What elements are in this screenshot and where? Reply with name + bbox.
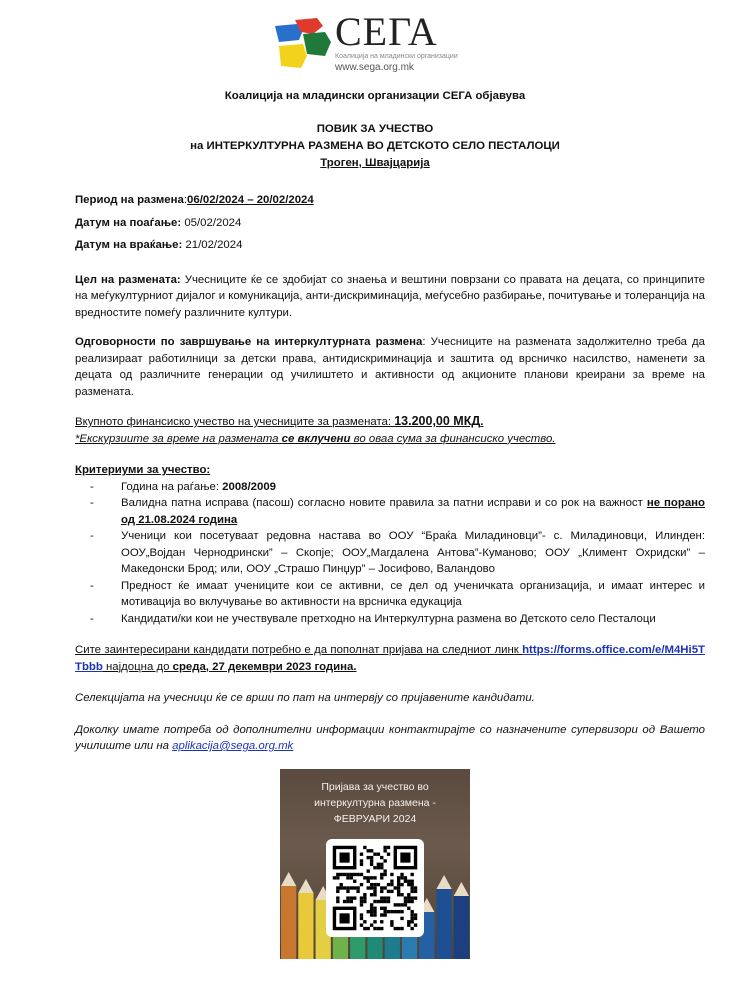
qr-module bbox=[400, 876, 403, 879]
qr-module bbox=[383, 886, 386, 889]
goal-label: Цел на размената: bbox=[75, 273, 181, 286]
location-line bbox=[0, 155, 750, 172]
pencil-body bbox=[436, 889, 451, 959]
qr-module bbox=[387, 909, 390, 912]
qr-module bbox=[407, 882, 410, 885]
qr-module bbox=[336, 896, 339, 899]
qr-module bbox=[350, 876, 353, 879]
pencil-body bbox=[298, 893, 313, 959]
qr-module bbox=[390, 909, 393, 912]
contact-paragraph bbox=[75, 722, 705, 755]
qr-module bbox=[367, 879, 370, 882]
finance-note-pre: *Екскурзиите за време на размената bbox=[75, 432, 282, 445]
qr-module bbox=[333, 876, 336, 879]
apply-deadline-pre: најдоцна до bbox=[102, 660, 173, 673]
qr-module bbox=[407, 920, 410, 923]
qr-module bbox=[397, 879, 400, 882]
qr-module bbox=[370, 903, 373, 906]
qr-module bbox=[380, 906, 383, 909]
qr-module bbox=[340, 882, 343, 885]
qr-module bbox=[380, 855, 383, 858]
qr-module bbox=[370, 876, 373, 879]
qr-module bbox=[360, 923, 363, 926]
qr-module bbox=[383, 869, 386, 872]
qr-module bbox=[380, 866, 383, 869]
qr-module bbox=[353, 879, 356, 882]
qr-module bbox=[370, 913, 373, 916]
departure-value: 05/02/2024 bbox=[184, 216, 242, 229]
card-line-3: ФЕВРУАРИ 2024 bbox=[333, 812, 417, 825]
announcer: Коалиција на младински организации СЕГА објавува bbox=[224, 90, 526, 102]
qr-module bbox=[380, 920, 383, 923]
qr-module bbox=[404, 896, 407, 899]
passport-validity: не порано од 21.08.2024 година bbox=[121, 497, 705, 526]
qr-module bbox=[397, 882, 400, 885]
period-label: Период на размена bbox=[75, 194, 184, 206]
qr-module bbox=[360, 896, 363, 899]
card-line-2: интеркултурна размена - bbox=[314, 796, 436, 809]
qr-module bbox=[363, 893, 366, 896]
qr-module bbox=[383, 872, 386, 875]
qr-module bbox=[350, 899, 353, 902]
qr-module bbox=[377, 899, 380, 902]
qr-module bbox=[380, 899, 383, 902]
bullet-dash: - bbox=[90, 497, 94, 509]
criteria-list bbox=[90, 479, 705, 628]
logo-brand: СЕГА bbox=[335, 9, 438, 54]
qr-module bbox=[387, 899, 390, 902]
qr-module bbox=[360, 872, 363, 875]
bullet-dash: - bbox=[90, 480, 94, 493]
qr-module bbox=[363, 896, 366, 899]
qr-module bbox=[400, 916, 403, 919]
criteria-item-schools bbox=[90, 528, 705, 578]
qr-module bbox=[340, 872, 343, 875]
qr-module bbox=[387, 845, 390, 848]
qr-module bbox=[390, 923, 393, 926]
qr-module bbox=[360, 852, 363, 855]
qr-module bbox=[407, 899, 410, 902]
qr-module bbox=[383, 896, 386, 899]
qr-module bbox=[363, 899, 366, 902]
departure-row bbox=[75, 215, 705, 232]
goal-text: Учесниците ќе се здобијат со знаења и вештини поврзани со правата на децата, со принципите на меѓукултурниот дијалог и комуникација, анти-дискриминација, меѓусебно разбирање, почитување и толеранција на вредностите помеѓу различните култури. bbox=[75, 273, 705, 319]
qr-module bbox=[336, 872, 339, 875]
qr-module bbox=[353, 896, 356, 899]
qr-module bbox=[414, 886, 417, 889]
qr-module bbox=[400, 926, 403, 929]
card-caption bbox=[280, 779, 470, 827]
qr-module bbox=[360, 899, 363, 902]
qr-module bbox=[373, 882, 376, 885]
responsibilities-paragraph bbox=[75, 334, 705, 400]
qr-module bbox=[367, 909, 370, 912]
qr-module bbox=[410, 882, 413, 885]
logo-url: www.sega.org.mk bbox=[335, 62, 414, 73]
qr-module bbox=[383, 913, 386, 916]
qr-module bbox=[400, 893, 403, 896]
qr-module bbox=[346, 889, 349, 892]
qr-module bbox=[373, 906, 376, 909]
qr-module bbox=[390, 882, 393, 885]
qr-module bbox=[377, 866, 380, 869]
qr-module bbox=[356, 872, 359, 875]
qr-module bbox=[410, 872, 413, 875]
document-body bbox=[0, 88, 750, 755]
qr-module bbox=[394, 886, 397, 889]
qr-module bbox=[410, 926, 413, 929]
qr-module bbox=[360, 913, 363, 916]
finance-row: Вкупното финансиско учество на учесниците за размената: 13.200,00 МКД. bbox=[75, 414, 484, 428]
qr-module bbox=[367, 926, 370, 929]
priority-text: Предност ќе имаат учениците кои се активни, се дел од ученичката организација, и имаат интерес и мотивација во вклучување во активности на врсничка едукација bbox=[121, 579, 705, 608]
qr-module bbox=[336, 886, 339, 889]
qr-module bbox=[400, 872, 403, 875]
qr-module bbox=[380, 886, 383, 889]
qr-module bbox=[343, 899, 346, 902]
qr-module bbox=[397, 889, 400, 892]
contact-text: Доколку имате потреба од дополнителни информации контактирајте со назначените супервизори од Вашето училиште или на bbox=[75, 723, 705, 752]
qr-module bbox=[407, 906, 410, 909]
criteria-title: Критериуми за учество: bbox=[75, 464, 211, 476]
qr-module bbox=[350, 886, 353, 889]
qr-module bbox=[340, 886, 343, 889]
qr-module bbox=[410, 920, 413, 923]
qr-module bbox=[373, 876, 376, 879]
puzzle-logo-icon bbox=[273, 16, 335, 74]
qr-module bbox=[360, 859, 363, 862]
qr-module bbox=[410, 889, 413, 892]
qr-module bbox=[387, 889, 390, 892]
finance-amount: 13.200,00 МКД bbox=[394, 414, 481, 428]
registration-qr-card bbox=[280, 769, 470, 959]
qr-module bbox=[367, 876, 370, 879]
criteria-item-passport bbox=[90, 495, 705, 528]
qr-module bbox=[367, 849, 370, 852]
bullet-dash: - bbox=[90, 530, 94, 542]
qr-module bbox=[387, 852, 390, 855]
qr-module bbox=[353, 886, 356, 889]
qr-module bbox=[410, 916, 413, 919]
qr-module bbox=[410, 913, 413, 916]
criteria-item-priority bbox=[90, 578, 705, 611]
pencil-tip bbox=[298, 879, 313, 893]
qr-module bbox=[370, 893, 373, 896]
qr-module bbox=[343, 872, 346, 875]
qr-module bbox=[394, 903, 397, 906]
qr-module bbox=[397, 893, 400, 896]
qr-module bbox=[370, 849, 373, 852]
qr-module bbox=[404, 903, 407, 906]
qr-module bbox=[367, 855, 370, 858]
qr-module bbox=[363, 926, 366, 929]
qr-module bbox=[346, 899, 349, 902]
qr-finder-core bbox=[400, 852, 410, 862]
qr-code-icon bbox=[326, 839, 424, 937]
qr-module bbox=[346, 876, 349, 879]
apply-text: Сите заинтересирани кандидати потребно е да пополнат пријава на следниот линк bbox=[75, 644, 523, 656]
qr-finder-core bbox=[340, 852, 350, 862]
finance-text: Вкупното финансиско учество на учесниците за размената: bbox=[75, 416, 395, 428]
return-value: 21/02/2024 bbox=[185, 239, 243, 251]
criteria-item-birth-year bbox=[90, 479, 705, 496]
qr-module bbox=[400, 882, 403, 885]
finance-note bbox=[75, 431, 705, 448]
qr-module bbox=[390, 872, 393, 875]
qr-module bbox=[390, 889, 393, 892]
qr-module bbox=[404, 899, 407, 902]
qr-module bbox=[367, 886, 370, 889]
qr-module bbox=[346, 872, 349, 875]
qr-module bbox=[383, 859, 386, 862]
qr-module bbox=[336, 889, 339, 892]
pencil-tip bbox=[454, 882, 469, 896]
return-row bbox=[75, 237, 705, 254]
qr-module bbox=[370, 886, 373, 889]
qr-module bbox=[404, 879, 407, 882]
qr-module bbox=[350, 872, 353, 875]
pencil-tip bbox=[436, 875, 451, 889]
qr-module bbox=[360, 882, 363, 885]
qr-module bbox=[370, 855, 373, 858]
qr-module bbox=[383, 849, 386, 852]
qr-module bbox=[410, 886, 413, 889]
qr-module bbox=[414, 913, 417, 916]
qr-module bbox=[373, 909, 376, 912]
qr-module bbox=[380, 876, 383, 879]
qr-module bbox=[380, 896, 383, 899]
qr-module bbox=[346, 896, 349, 899]
passport-text: Валидна патна исправа (пасош) согласно новите правила за патни исправи и со рок на важност bbox=[121, 497, 647, 509]
qr-module bbox=[407, 879, 410, 882]
qr-module bbox=[383, 899, 386, 902]
apply-deadline: среда, 27 декември 2023 година. bbox=[172, 660, 357, 673]
qr-finder-core bbox=[340, 913, 350, 923]
qr-module bbox=[353, 872, 356, 875]
qr-module bbox=[360, 903, 363, 906]
no-previous-text: Кандидати/ки кои не учествувале претходно на Интеркултурна размена во Детското село Песталоци bbox=[121, 612, 656, 625]
qr-module bbox=[383, 909, 386, 912]
criteria-item-no-previous bbox=[90, 611, 705, 628]
bullet-dash: - bbox=[90, 579, 94, 592]
qr-module bbox=[380, 862, 383, 865]
qr-module bbox=[410, 909, 413, 912]
qr-module bbox=[407, 896, 410, 899]
qr-module bbox=[377, 926, 380, 929]
criteria-title-row bbox=[75, 462, 705, 479]
qr-module bbox=[397, 876, 400, 879]
qr-module bbox=[356, 886, 359, 889]
qr-module bbox=[373, 920, 376, 923]
qr-module bbox=[373, 899, 376, 902]
pencil-body bbox=[281, 886, 296, 959]
qr-module bbox=[390, 879, 393, 882]
birth-year-label: Година на раѓање: bbox=[121, 480, 223, 493]
qr-module bbox=[380, 872, 383, 875]
finance-note-bold: се вклучени bbox=[281, 432, 351, 445]
qr-module bbox=[414, 923, 417, 926]
finance-note-post: во оваа сума за финансиско учество. bbox=[350, 432, 556, 445]
contact-email-link[interactable]: aplikacija@sega.org.mk bbox=[172, 740, 294, 752]
qr-module bbox=[414, 916, 417, 919]
location: Троген, Швајцарија bbox=[320, 157, 430, 169]
card-line-1: Пријава за учество во bbox=[321, 780, 429, 793]
qr-module bbox=[350, 896, 353, 899]
qr-module bbox=[363, 876, 366, 879]
qr-module bbox=[407, 923, 410, 926]
qr-module bbox=[360, 916, 363, 919]
qr-module bbox=[383, 906, 386, 909]
qr-module bbox=[377, 852, 380, 855]
qr-module bbox=[377, 862, 380, 865]
qr-module bbox=[370, 906, 373, 909]
goal-paragraph bbox=[75, 272, 705, 322]
responsibilities-text: : Учесниците на размената задолжително треба да реализираат работилници за детски права, антидискриминација и заштита од врсничко насилство, наменети за децата од различните генерации од училиштето и активности од акционите планови креирани за време на размената. bbox=[75, 336, 705, 398]
qr-module bbox=[397, 903, 400, 906]
qr-module bbox=[387, 882, 390, 885]
pencil-tip bbox=[281, 872, 296, 886]
qr-module bbox=[414, 889, 417, 892]
qr-module bbox=[394, 926, 397, 929]
qr-module bbox=[367, 869, 370, 872]
qr-module bbox=[370, 859, 373, 862]
qr-module bbox=[343, 886, 346, 889]
qr-module bbox=[373, 886, 376, 889]
qr-module bbox=[377, 882, 380, 885]
departure-label: Датум на поаѓање: bbox=[75, 216, 182, 229]
qr-module bbox=[387, 896, 390, 899]
qr-module bbox=[400, 903, 403, 906]
apply-form-link[interactable]: https://forms.office.com/e/M4Hi5TTbbb bbox=[75, 644, 705, 673]
qr-module bbox=[356, 889, 359, 892]
qr-module bbox=[380, 889, 383, 892]
qr-module bbox=[410, 896, 413, 899]
qr-module bbox=[400, 909, 403, 912]
qr-module bbox=[380, 913, 383, 916]
qr-module bbox=[410, 899, 413, 902]
sega-logo bbox=[273, 9, 483, 74]
qr-module bbox=[363, 920, 366, 923]
qr-module bbox=[336, 876, 339, 879]
schools-text: Ученици кои посетуваат редовна настава во ООУ “Браќа Миладиновци”- с. Миладиновци, Илинден: ООУ„Војдан Чернодрински” – Скопје; ООУ„Магдалена Антова”-Куманово; ООУ „Климент Охридски” – Македонски Брод; или, ООУ „Страшо Пинџур” – Јосифово, Валандово bbox=[121, 530, 705, 575]
qr-module bbox=[373, 926, 376, 929]
qr-module bbox=[380, 926, 383, 929]
logo-subtitle: Коалиција на младински организации bbox=[335, 53, 458, 60]
title-line-2: на ИНТЕРКУЛТУРНА РАЗМЕНА ВО ДЕТСКОТО СЕЛО ПЕСТАЛОЦИ bbox=[190, 140, 560, 152]
qr-module bbox=[373, 893, 376, 896]
qr-module bbox=[373, 852, 376, 855]
qr-module bbox=[394, 909, 397, 912]
qr-code[interactable] bbox=[326, 839, 424, 937]
qr-module bbox=[336, 899, 339, 902]
pencil-body bbox=[454, 896, 469, 959]
return-label: Датум на враќање: bbox=[75, 239, 183, 251]
birth-year-value: 2008/2009 bbox=[222, 480, 277, 493]
qr-module bbox=[346, 886, 349, 889]
qr-module bbox=[397, 909, 400, 912]
qr-module bbox=[370, 923, 373, 926]
bullet-dash: - bbox=[90, 612, 94, 625]
qr-module bbox=[414, 896, 417, 899]
qr-module bbox=[370, 882, 373, 885]
qr-module bbox=[370, 909, 373, 912]
qr-module bbox=[363, 845, 366, 848]
responsibilities-label: Одговорности по завршување на интеркултурната размена bbox=[75, 336, 423, 348]
qr-module bbox=[397, 926, 400, 929]
qr-module bbox=[397, 886, 400, 889]
qr-module bbox=[360, 862, 363, 865]
qr-module bbox=[373, 889, 376, 892]
qr-module bbox=[410, 879, 413, 882]
qr-module bbox=[407, 893, 410, 896]
period-value: 06/02/2024 – 20/02/2024 bbox=[187, 194, 314, 206]
title-line-1: ПОВИК ЗА УЧЕСТВО bbox=[316, 123, 434, 135]
qr-module bbox=[390, 920, 393, 923]
qr-module bbox=[383, 845, 386, 848]
qr-module bbox=[373, 866, 376, 869]
qr-module bbox=[373, 913, 376, 916]
apply-paragraph bbox=[75, 642, 705, 675]
qr-module bbox=[370, 862, 373, 865]
qr-module bbox=[404, 876, 407, 879]
period-row: Период на размена:06/02/2024 – 20/02/2024 bbox=[75, 194, 314, 206]
selection-note: Селекцијата на учесници ќе се врши по пат на интервју со пријавените кандидати. bbox=[75, 692, 535, 704]
